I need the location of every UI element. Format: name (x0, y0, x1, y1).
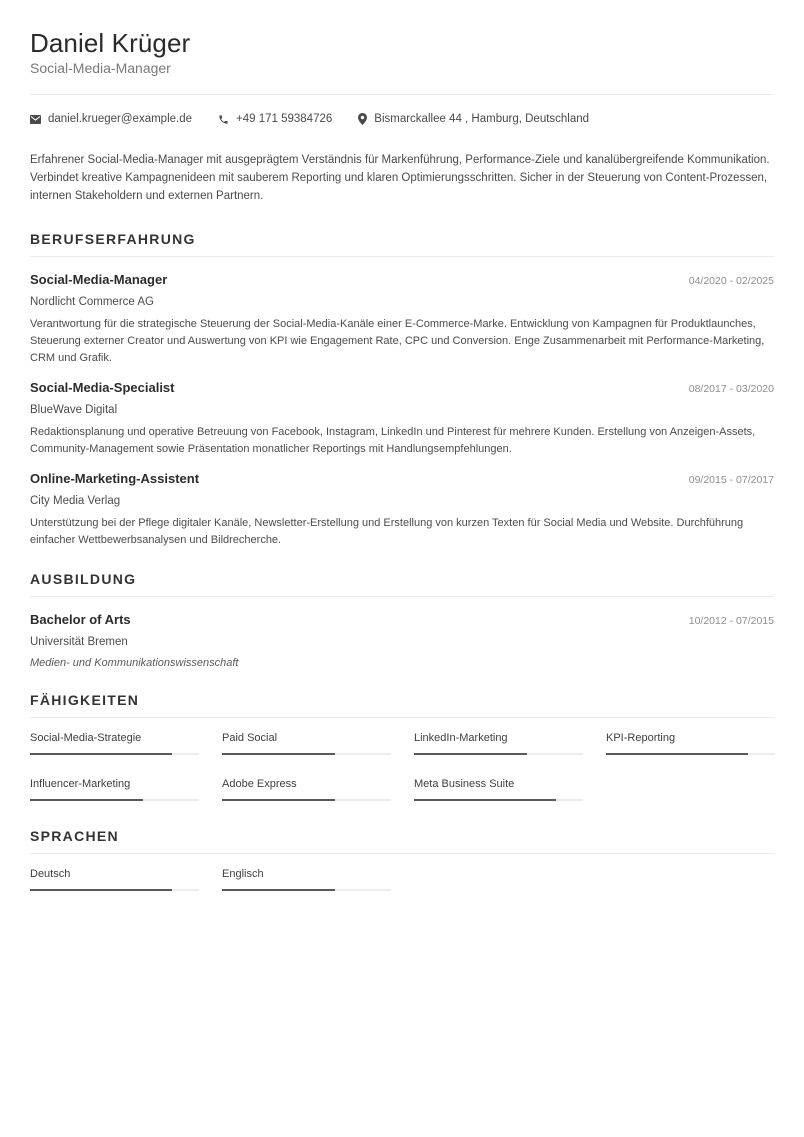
person-name: Daniel Krüger (30, 28, 191, 58)
skill-name: Social-Media-Strategie (30, 732, 142, 744)
skill-level-bar (222, 753, 391, 755)
skill-item (414, 731, 583, 755)
email-text[interactable]: daniel.krueger@example.de (48, 113, 193, 125)
skill-name: Influencer-Marketing (30, 778, 131, 790)
skill-name: LinkedIn-Marketing (414, 732, 508, 744)
skill-level-bar (222, 799, 391, 801)
section-divider (30, 256, 774, 257)
skill-level-fill (30, 753, 172, 755)
experience-section (30, 230, 774, 549)
skill-level-fill (222, 753, 335, 755)
language-level-bar (30, 889, 199, 891)
education-entry (30, 612, 774, 671)
education-date: 10/2012 - 07/2015 (688, 615, 774, 627)
skill-level-fill (606, 753, 748, 755)
section-title-skills: FÄHIGKEITEN (30, 692, 140, 708)
job-entry (30, 380, 774, 458)
skill-item (222, 731, 391, 755)
education-section (30, 570, 774, 671)
degree-title: Bachelor of Arts (30, 612, 131, 627)
skill-item (414, 777, 583, 801)
skill-name: Adobe Express (222, 778, 297, 790)
skill-item (30, 777, 199, 801)
section-title-education: AUSBILDUNG (30, 571, 137, 587)
skill-name: KPI-Reporting (606, 732, 676, 744)
contact-phone (218, 113, 332, 125)
skill-item (606, 731, 775, 755)
language-item (222, 867, 391, 891)
study-field: Medien- und Kommunikationswissenschaft (30, 657, 239, 669)
job-description: Verantwortung für die strategische Steuerung der Social-Media-Kanäle einer E-Commerce-Marke. Entwicklung von Kampagnen für Produktlaunches, Steuerung externer Creator und Auswertung von KPI wie Engagement Rate, CPC und Conversion. Enge Zusammenarbeit mit Performance-Marketing, CRM und Grafik. (30, 318, 765, 364)
skill-level-fill (30, 799, 143, 801)
section-title-languages: SPRACHEN (30, 828, 119, 844)
job-description: Redaktionsplanung und operative Betreuung von Facebook, Instagram, LinkedIn und Pinterest für mehrere Kunden. Erstellung von Anzeigen-Assets, Community-Management sowie Präsentation monatlicher Reportings mit Handlungsempfehlungen. (30, 426, 756, 455)
job-description: Unterstützung bei der Pflege digitaler Kanäle, Newsletter-Erstellung und Erstellung von kurzen Texten für Social Media und Website. Durchführung einfacher Wettbewerbsanalysen und Bildrecherche. (30, 517, 744, 546)
language-level-fill (30, 889, 172, 891)
contact-email (30, 113, 192, 125)
section-divider (30, 853, 774, 854)
skill-item (222, 777, 391, 801)
language-level-fill (222, 889, 335, 891)
job-entry (30, 272, 774, 367)
mail-icon (30, 115, 41, 124)
skills-section (30, 691, 774, 801)
skill-level-fill (414, 753, 527, 755)
school-name: Universität Bremen (30, 636, 128, 648)
skill-level-fill (222, 799, 335, 801)
job-date: 04/2020 - 02/2025 (688, 275, 774, 287)
skill-level-bar (414, 753, 583, 755)
job-company: BlueWave Digital (30, 404, 118, 416)
job-date: 09/2015 - 07/2017 (688, 474, 774, 486)
section-divider (30, 717, 774, 718)
skills-grid (30, 731, 774, 801)
phone-icon (218, 114, 229, 125)
languages-grid (30, 867, 774, 891)
skill-level-bar (606, 753, 775, 755)
languages-section (30, 827, 774, 891)
language-item (30, 867, 199, 891)
language-name: Englisch (222, 868, 264, 880)
language-name: Deutsch (30, 868, 71, 880)
contact-address (358, 113, 589, 125)
job-company: Nordlicht Commerce AG (30, 296, 154, 308)
person-role: Social-Media-Manager (30, 60, 171, 76)
skill-level-bar (30, 799, 199, 801)
location-pin-icon (358, 113, 367, 125)
address-text: Bismarckallee 44 , Hamburg, Deutschland (374, 113, 590, 125)
contact-row (30, 112, 774, 126)
job-entry (30, 471, 774, 549)
resume-header (30, 28, 774, 77)
skill-level-fill (414, 799, 556, 801)
job-title: Social-Media-Manager (30, 272, 168, 287)
phone-text[interactable]: +49 171 59384726 (236, 113, 333, 125)
section-divider (30, 596, 774, 597)
skill-name: Meta Business Suite (414, 778, 515, 790)
job-title: Online-Marketing-Assistent (30, 471, 200, 486)
skill-item (30, 731, 199, 755)
job-company: City Media Verlag (30, 495, 121, 507)
skill-name: Paid Social (222, 732, 278, 744)
skill-level-bar (30, 753, 199, 755)
header-divider (30, 94, 774, 95)
job-title: Social-Media-Specialist (30, 380, 175, 395)
profile-summary: Erfahrener Social-Media-Manager mit ausgeprägtem Verständnis für Markenführung, Performance-Ziele und kanalübergreifende Kommunikation. Verbindet kreative Kampagnenideen mit sauberem Reporting und klaren Optimierungsschritten. Sicher in der Steuerung von Content-Prozessen, internen Stakeholdern und externen Partnern. (30, 154, 770, 202)
job-date: 08/2017 - 03/2020 (688, 383, 774, 395)
skill-level-bar (414, 799, 583, 801)
language-level-bar (222, 889, 391, 891)
section-title-experience: BERUFSERFAHRUNG (30, 231, 196, 247)
